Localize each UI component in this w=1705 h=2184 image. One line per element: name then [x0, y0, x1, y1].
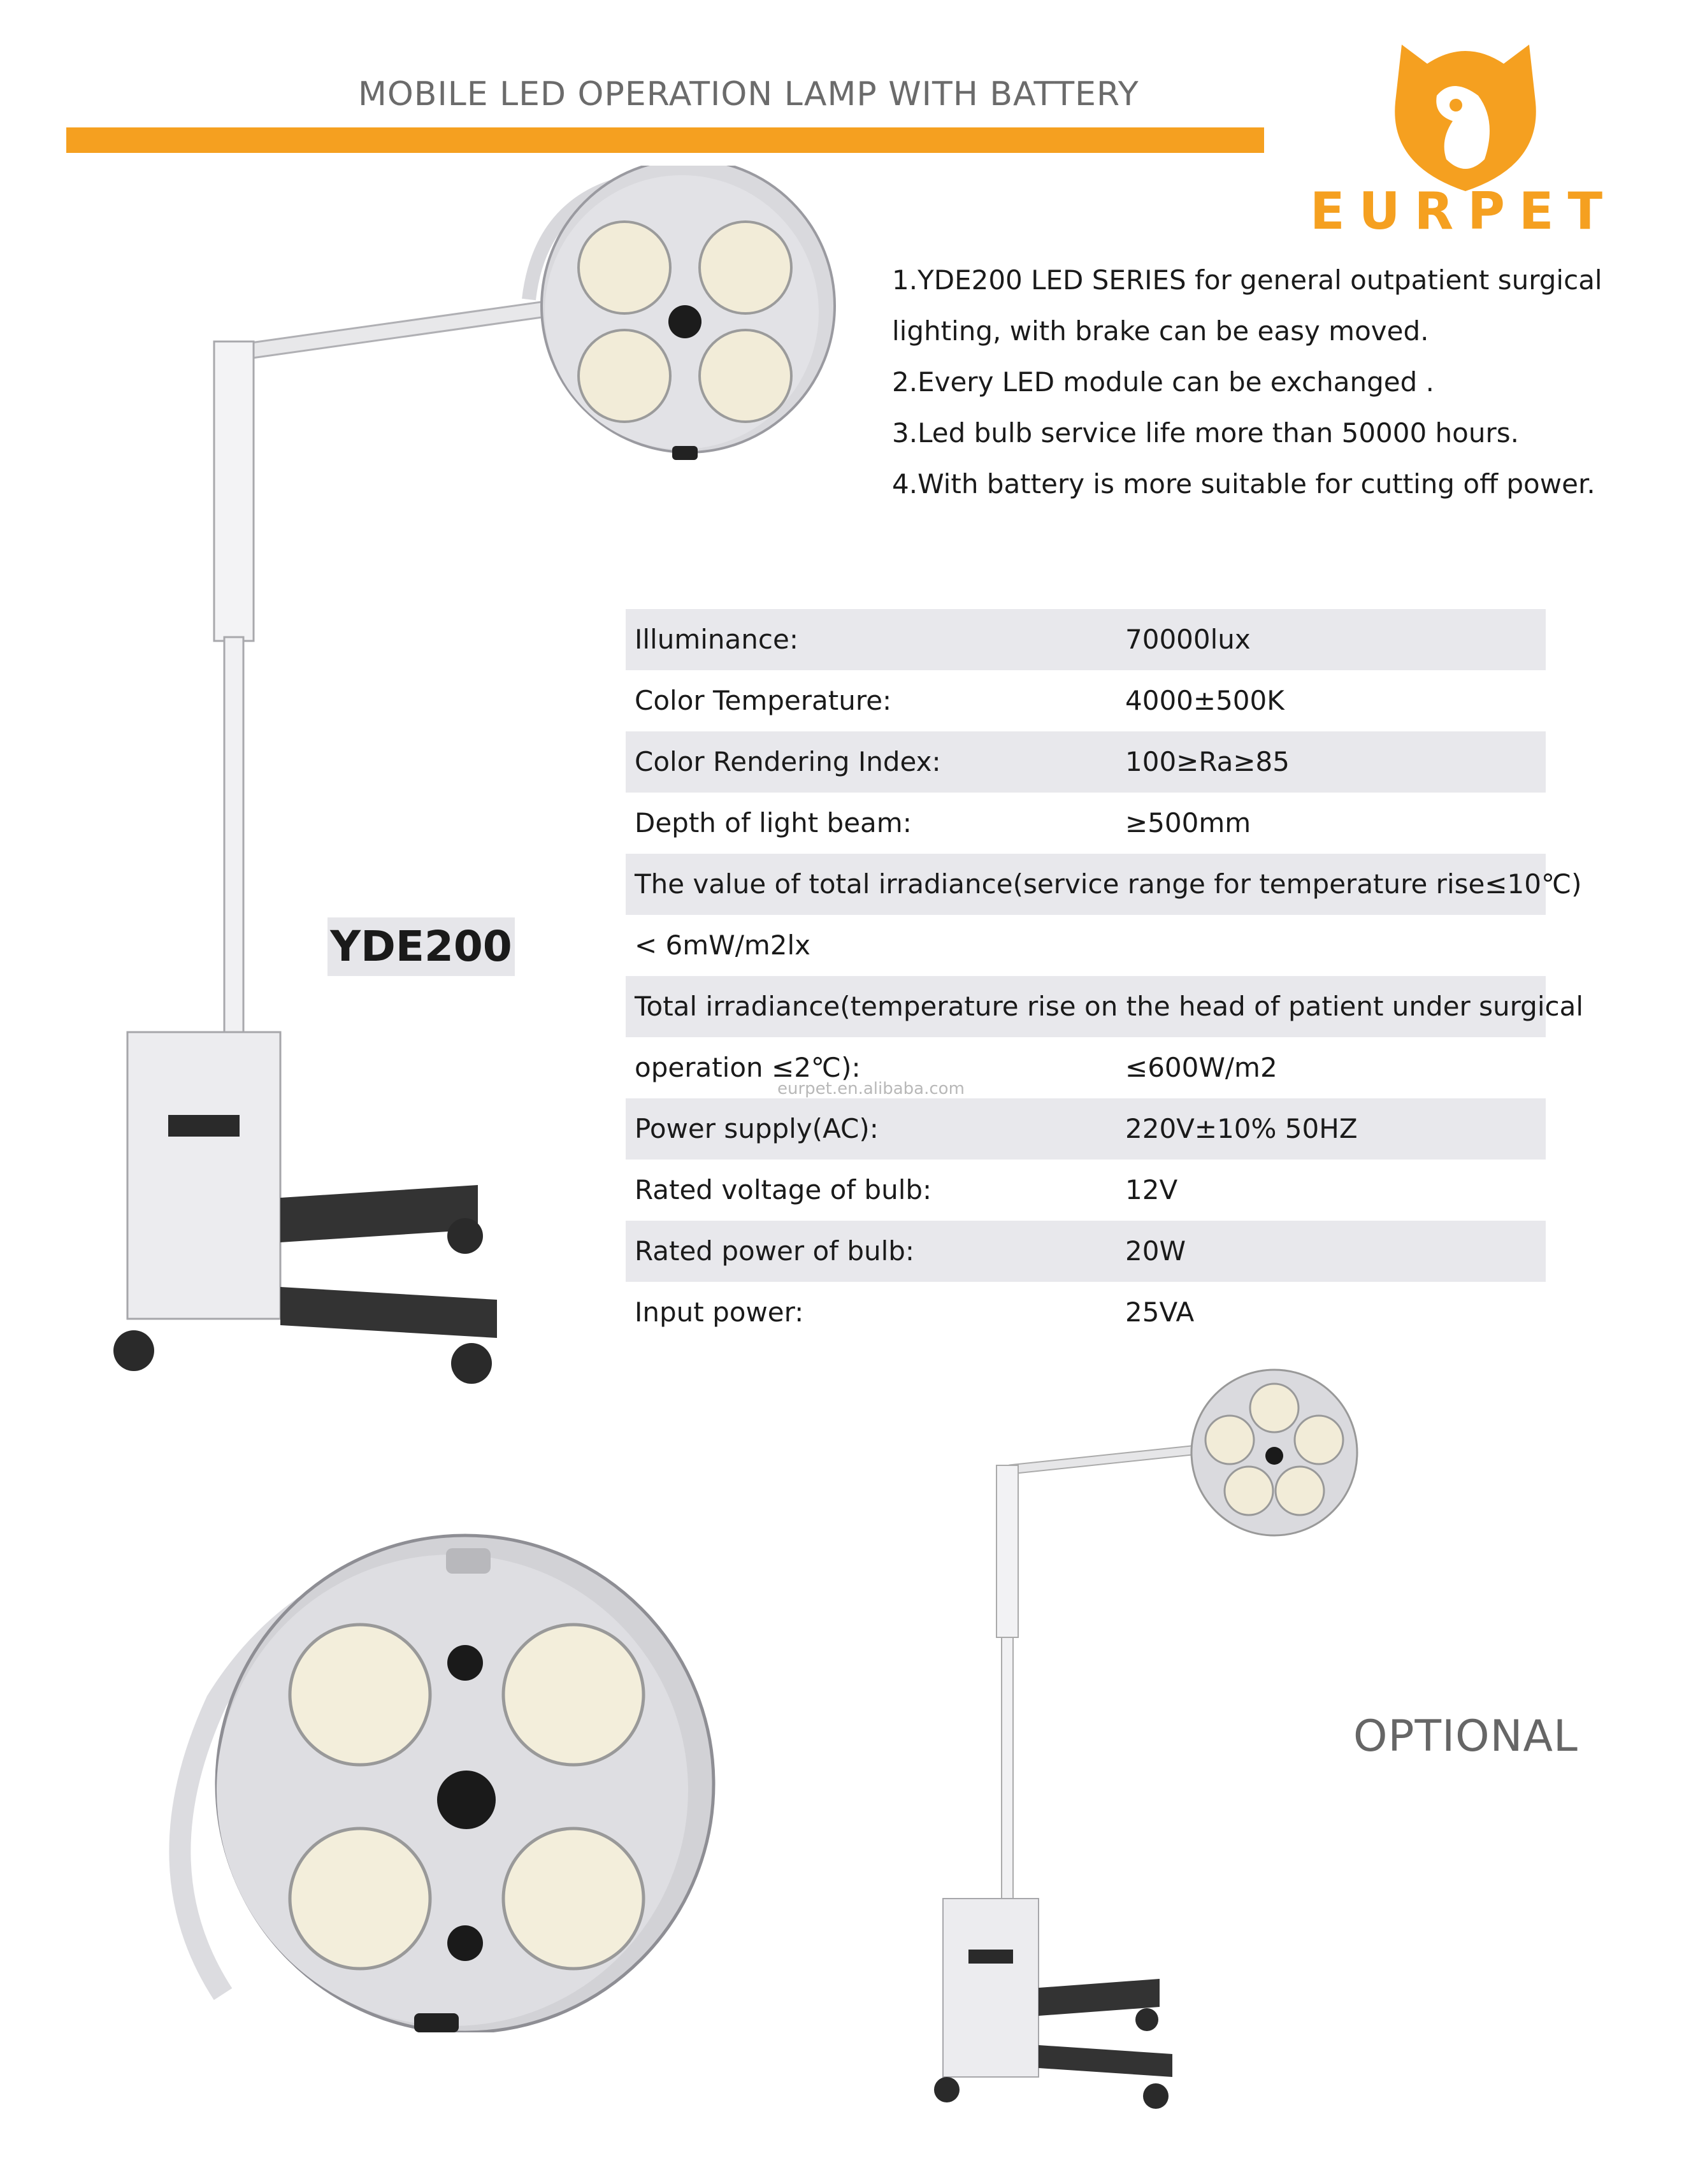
spec-label: Color Temperature: [635, 685, 892, 716]
spec-value: ≤600W/m2 [1125, 1052, 1277, 1083]
spec-label: Rated voltage of bulb: [635, 1174, 932, 1205]
header-accent-bar [66, 127, 1264, 153]
spec-value: 12V [1125, 1174, 1178, 1205]
optional-label: OPTIONAL [1353, 1711, 1578, 1762]
brand-logo-text: EURPET [1310, 182, 1617, 241]
lamp-head-closeup-image [134, 1510, 720, 2032]
model-label: YDE200 [327, 917, 515, 976]
spec-value: 4000±500K [1125, 685, 1284, 716]
spec-value: 20W [1125, 1235, 1186, 1267]
feature-item: 1.YDE200 LED SERIES for general outpatient surgical [892, 264, 1602, 296]
spec-label: Depth of light beam: [635, 807, 912, 838]
spec-value: 25VA [1125, 1297, 1195, 1328]
feature-item: lighting, with brake can be easy moved. [892, 315, 1429, 347]
spec-label: < 6mW/m2lx [635, 930, 811, 961]
spec-label: The value of total irradiance(service range for temperature rise≤10℃) [635, 868, 1582, 900]
spec-value: 70000lux [1125, 624, 1251, 655]
spec-label: Input power: [635, 1297, 804, 1328]
spec-value: 220V±10% 50HZ [1125, 1113, 1358, 1144]
feature-item: 4.With battery is more suitable for cutting off power. [892, 468, 1595, 499]
spec-value: ≥500mm [1125, 807, 1251, 838]
spec-label: Rated power of bulb: [635, 1235, 915, 1267]
spec-label: Power supply(AC): [635, 1113, 879, 1144]
spec-label: Illuminance: [635, 624, 798, 655]
fox-cat-mascot-icon [1376, 25, 1555, 204]
spec-label: Color Rendering Index: [635, 746, 941, 777]
feature-item: 3.Led bulb service life more than 50000 hours. [892, 417, 1519, 449]
spec-label: Total irradiance(temperature rise on the head of patient under surgical [635, 991, 1584, 1022]
feature-list [892, 255, 1669, 510]
watermark: eurpet.en.alibaba.com [777, 1079, 965, 1098]
lamp-product-image [89, 166, 854, 1414]
spec-label: operation ≤2℃): [635, 1052, 861, 1083]
feature-item: 2.Every LED module can be exchanged . [892, 366, 1434, 398]
spec-value: 100≥Ra≥85 [1125, 746, 1290, 777]
optional-lamp-image [917, 1363, 1363, 2115]
page-title: MOBILE LED OPERATION LAMP WITH BATTERY [358, 75, 1139, 113]
